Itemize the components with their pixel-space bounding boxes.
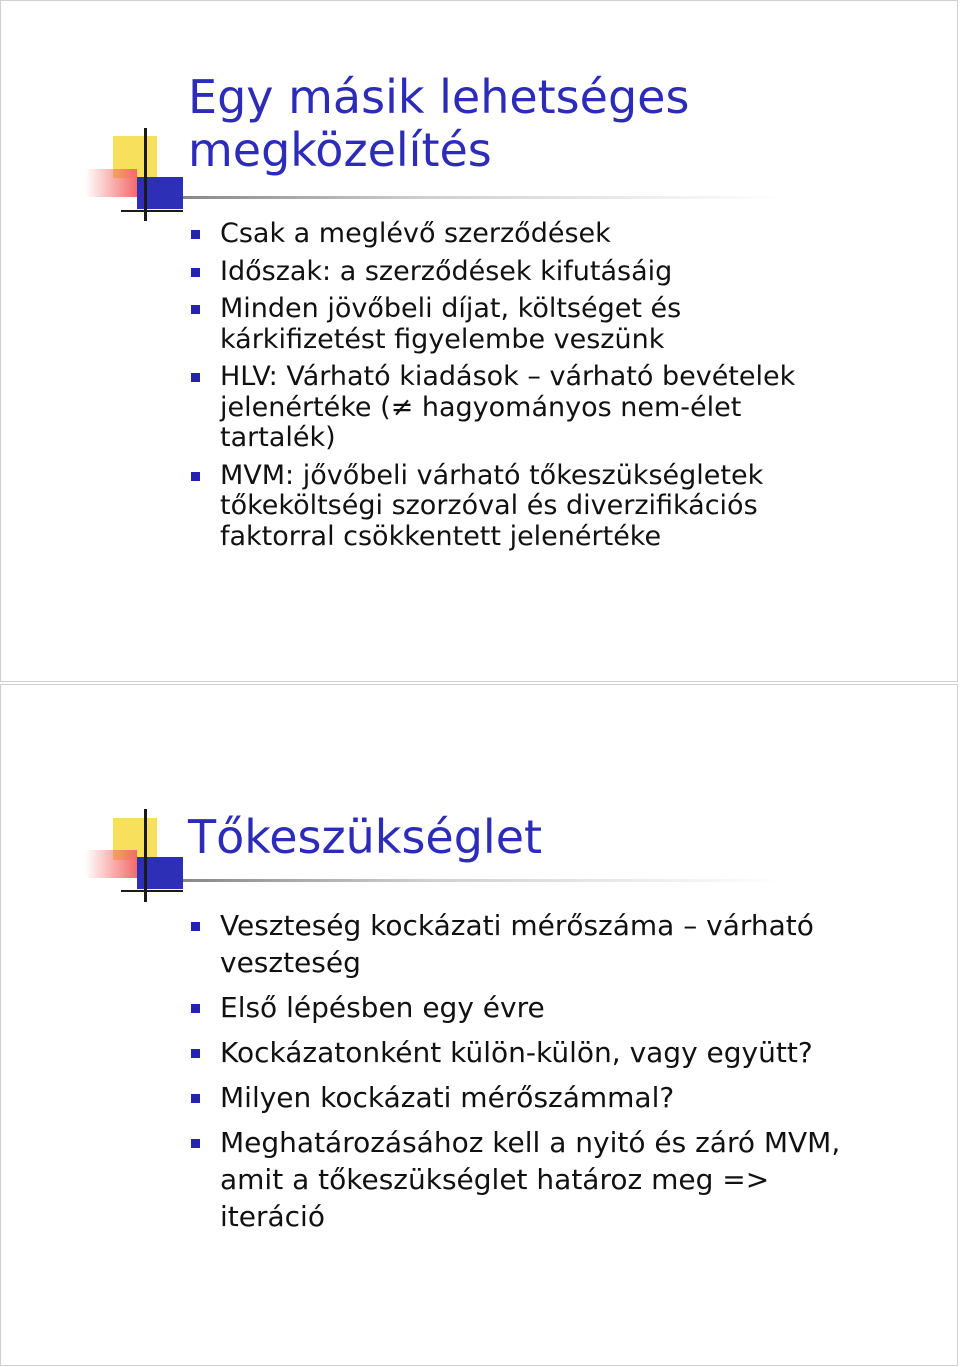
slide-2 [0, 684, 958, 1366]
slide-1-title-line-2: megközelítés [188, 122, 492, 177]
deco-underline-bar [183, 879, 783, 882]
list-item: HLV: Várható kiadások – várható bevételek jelenértéke (≠ hagyományos nem-élet tartalék) [220, 362, 835, 454]
bullet-square-icon [191, 1094, 200, 1103]
list-item: Meghatározásához kell a nyitó és záró MVM, amit a tőkeszükséglet határoz meg => iteráció [220, 1124, 845, 1235]
deco-red-square [85, 850, 137, 878]
list-item: MVM: jővőbeli várható tőkeszükségletek tőkeköltségi szorzóval és diverzifikációs faktorral csökkentett jelenértéke [220, 461, 800, 553]
deco-horizontal-line [121, 210, 183, 212]
list-item: Csak a meglévő szerződések [220, 219, 860, 250]
bullet-square-icon [191, 373, 200, 382]
deco-underline-bar [183, 196, 783, 199]
bullet-square-icon [191, 472, 200, 481]
slide-2-bullet-list [220, 907, 860, 1243]
slide-1 [0, 0, 958, 682]
slide-1-title-line-1: Egy másik lehetséges [188, 70, 690, 124]
deco-horizontal-line [121, 890, 183, 892]
deco-red-square [85, 169, 137, 197]
bullet-square-icon [191, 268, 200, 277]
list-item: Minden jövőbeli díjat, költséget és kárkifizetést figyelembe veszünk [220, 294, 740, 355]
bullet-square-icon [191, 230, 200, 239]
list-item: Időszak: a szerződések kifutásáig [220, 257, 860, 288]
bullet-square-icon [191, 305, 200, 314]
bullet-square-icon [191, 922, 200, 931]
bullet-square-icon [191, 1004, 200, 1013]
slide-1-title [188, 71, 689, 177]
list-item: Kockázatonként külön-külön, vagy együtt? [220, 1034, 860, 1071]
list-item: Milyen kockázati mérőszámmal? [220, 1079, 860, 1116]
bullet-square-icon [191, 1049, 200, 1058]
list-item: Veszteség kockázati mérőszáma – várható veszteség [220, 907, 820, 981]
list-item: Első lépésben egy évre [220, 989, 860, 1026]
deco-vertical-line [144, 809, 147, 902]
slide-2-title: Tőkeszükséglet [188, 810, 543, 864]
slide-decoration [1, 685, 960, 915]
slide-1-bullet-list [220, 219, 860, 559]
bullet-square-icon [191, 1139, 200, 1148]
deco-vertical-line [144, 128, 147, 221]
